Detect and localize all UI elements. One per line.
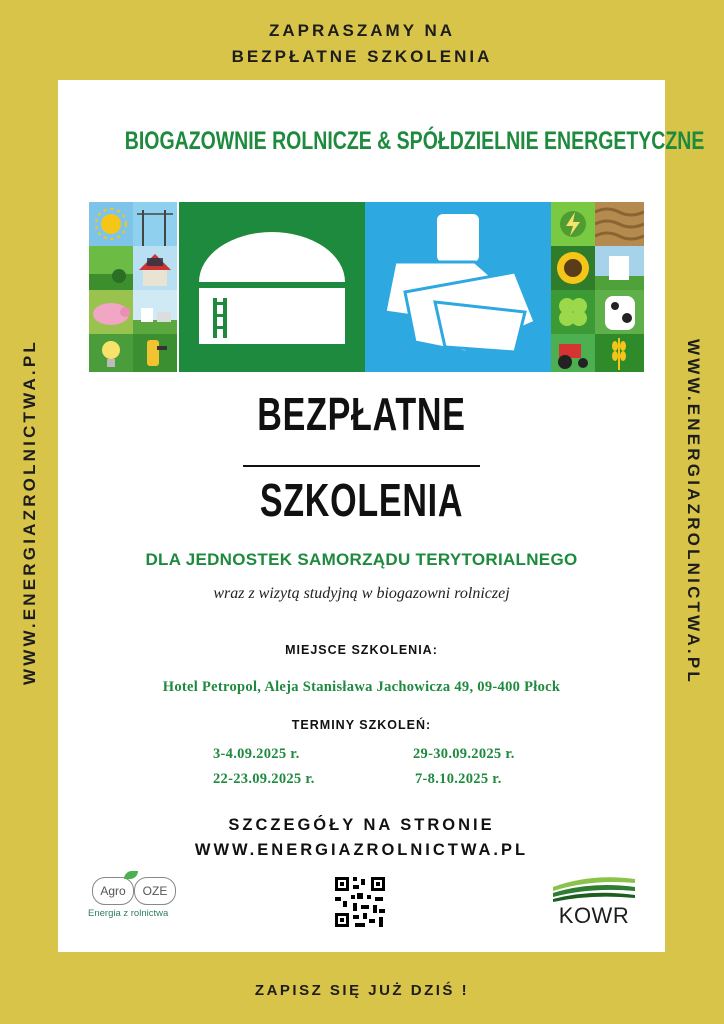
- agro-oze-tagline: Energia z rolnictwa: [88, 908, 169, 919]
- title-line2: SZKOLENIA: [259, 474, 464, 526]
- title-divider: [243, 465, 480, 467]
- side-url-right-text: WWW.ENERGIAZROLNICTWA.PL: [684, 339, 703, 685]
- details-url[interactable]: WWW.ENERGIAZROLNICTWA.PL: [194, 841, 529, 859]
- lightbulb-icon: [89, 334, 133, 372]
- qr-code[interactable]: [333, 875, 387, 929]
- top-heading: [0, 18, 724, 70]
- clover-icon: [551, 290, 595, 334]
- venue-label: MIEJSCE SZKOLENIA:: [285, 643, 438, 657]
- tractor-field-icon: [89, 246, 133, 290]
- date-item: 7-8.10.2025 r.: [415, 771, 502, 787]
- subtitle: BIOGAZOWNIE ROLNICZE & SPÓŁDZIELNIE ENERGETYCZNE: [124, 127, 705, 155]
- audience-heading: DLA JEDNOSTEK SAMORZĄDU TERYTORIALNEGO: [145, 550, 578, 569]
- kowr-logo: [551, 873, 637, 929]
- agro-oze-logo-left: Agro: [92, 877, 134, 905]
- joined-hands-icon: [365, 202, 551, 372]
- farm-buildings-icon: [133, 290, 177, 334]
- date-item: 22-23.09.2025 r.: [213, 771, 315, 787]
- kowr-logo-text: KOWR: [558, 903, 630, 928]
- cow-icon: [595, 290, 644, 334]
- lightning-icon: [551, 202, 595, 246]
- pig-icon: [89, 290, 133, 334]
- tractor-icon: [551, 334, 595, 372]
- hay-icon: [595, 202, 644, 246]
- wheat-icon: [595, 334, 644, 372]
- date-item: 29-30.09.2025 r.: [413, 746, 515, 762]
- biogas-dome-icon: [179, 202, 365, 372]
- details-block: [58, 813, 665, 863]
- fuel-nozzle-icon: [133, 334, 177, 372]
- details-line1: SZCZEGÓŁY NA STRONIE: [228, 816, 495, 834]
- banner-illustration: [89, 202, 644, 372]
- sunflower-icon: [551, 246, 595, 290]
- side-url-left-text: WWW.ENERGIAZROLNICTWA.PL: [20, 339, 39, 685]
- study-visit-text: wraz z wizytą studyjną w biogazowni rolniczej: [213, 585, 510, 602]
- sun-icon: [89, 202, 133, 246]
- date-item: 3-4.09.2025 r.: [213, 746, 300, 762]
- agro-oze-logo-right: OZE: [134, 877, 176, 905]
- kowr-swoosh-icon: [551, 873, 637, 903]
- top-heading-line1: ZAPRASZAMY NA: [268, 21, 456, 40]
- biogas-plant-panel: [179, 202, 365, 372]
- dates-label: TERMINY SZKOLEŃ:: [291, 718, 432, 732]
- cooperation-panel: [365, 202, 551, 372]
- signup-cta: ZAPISZ SIĘ JUŻ DZIŚ !: [254, 982, 470, 999]
- top-heading-line2: BEZPŁATNE SZKOLENIA: [231, 47, 493, 66]
- power-lines-icon: [133, 202, 177, 246]
- silo-icon: [595, 246, 644, 290]
- venue-address: Hotel Petropol, Aleja Stanisława Jachowicza 49, 09-400 Płock: [162, 679, 561, 695]
- solar-roof-icon: [133, 246, 177, 290]
- flyer-card: [58, 80, 705, 952]
- title-line1: BEZPŁATNE: [257, 388, 466, 440]
- agro-oze-logo: [88, 875, 184, 927]
- leaf-icon: [124, 871, 138, 879]
